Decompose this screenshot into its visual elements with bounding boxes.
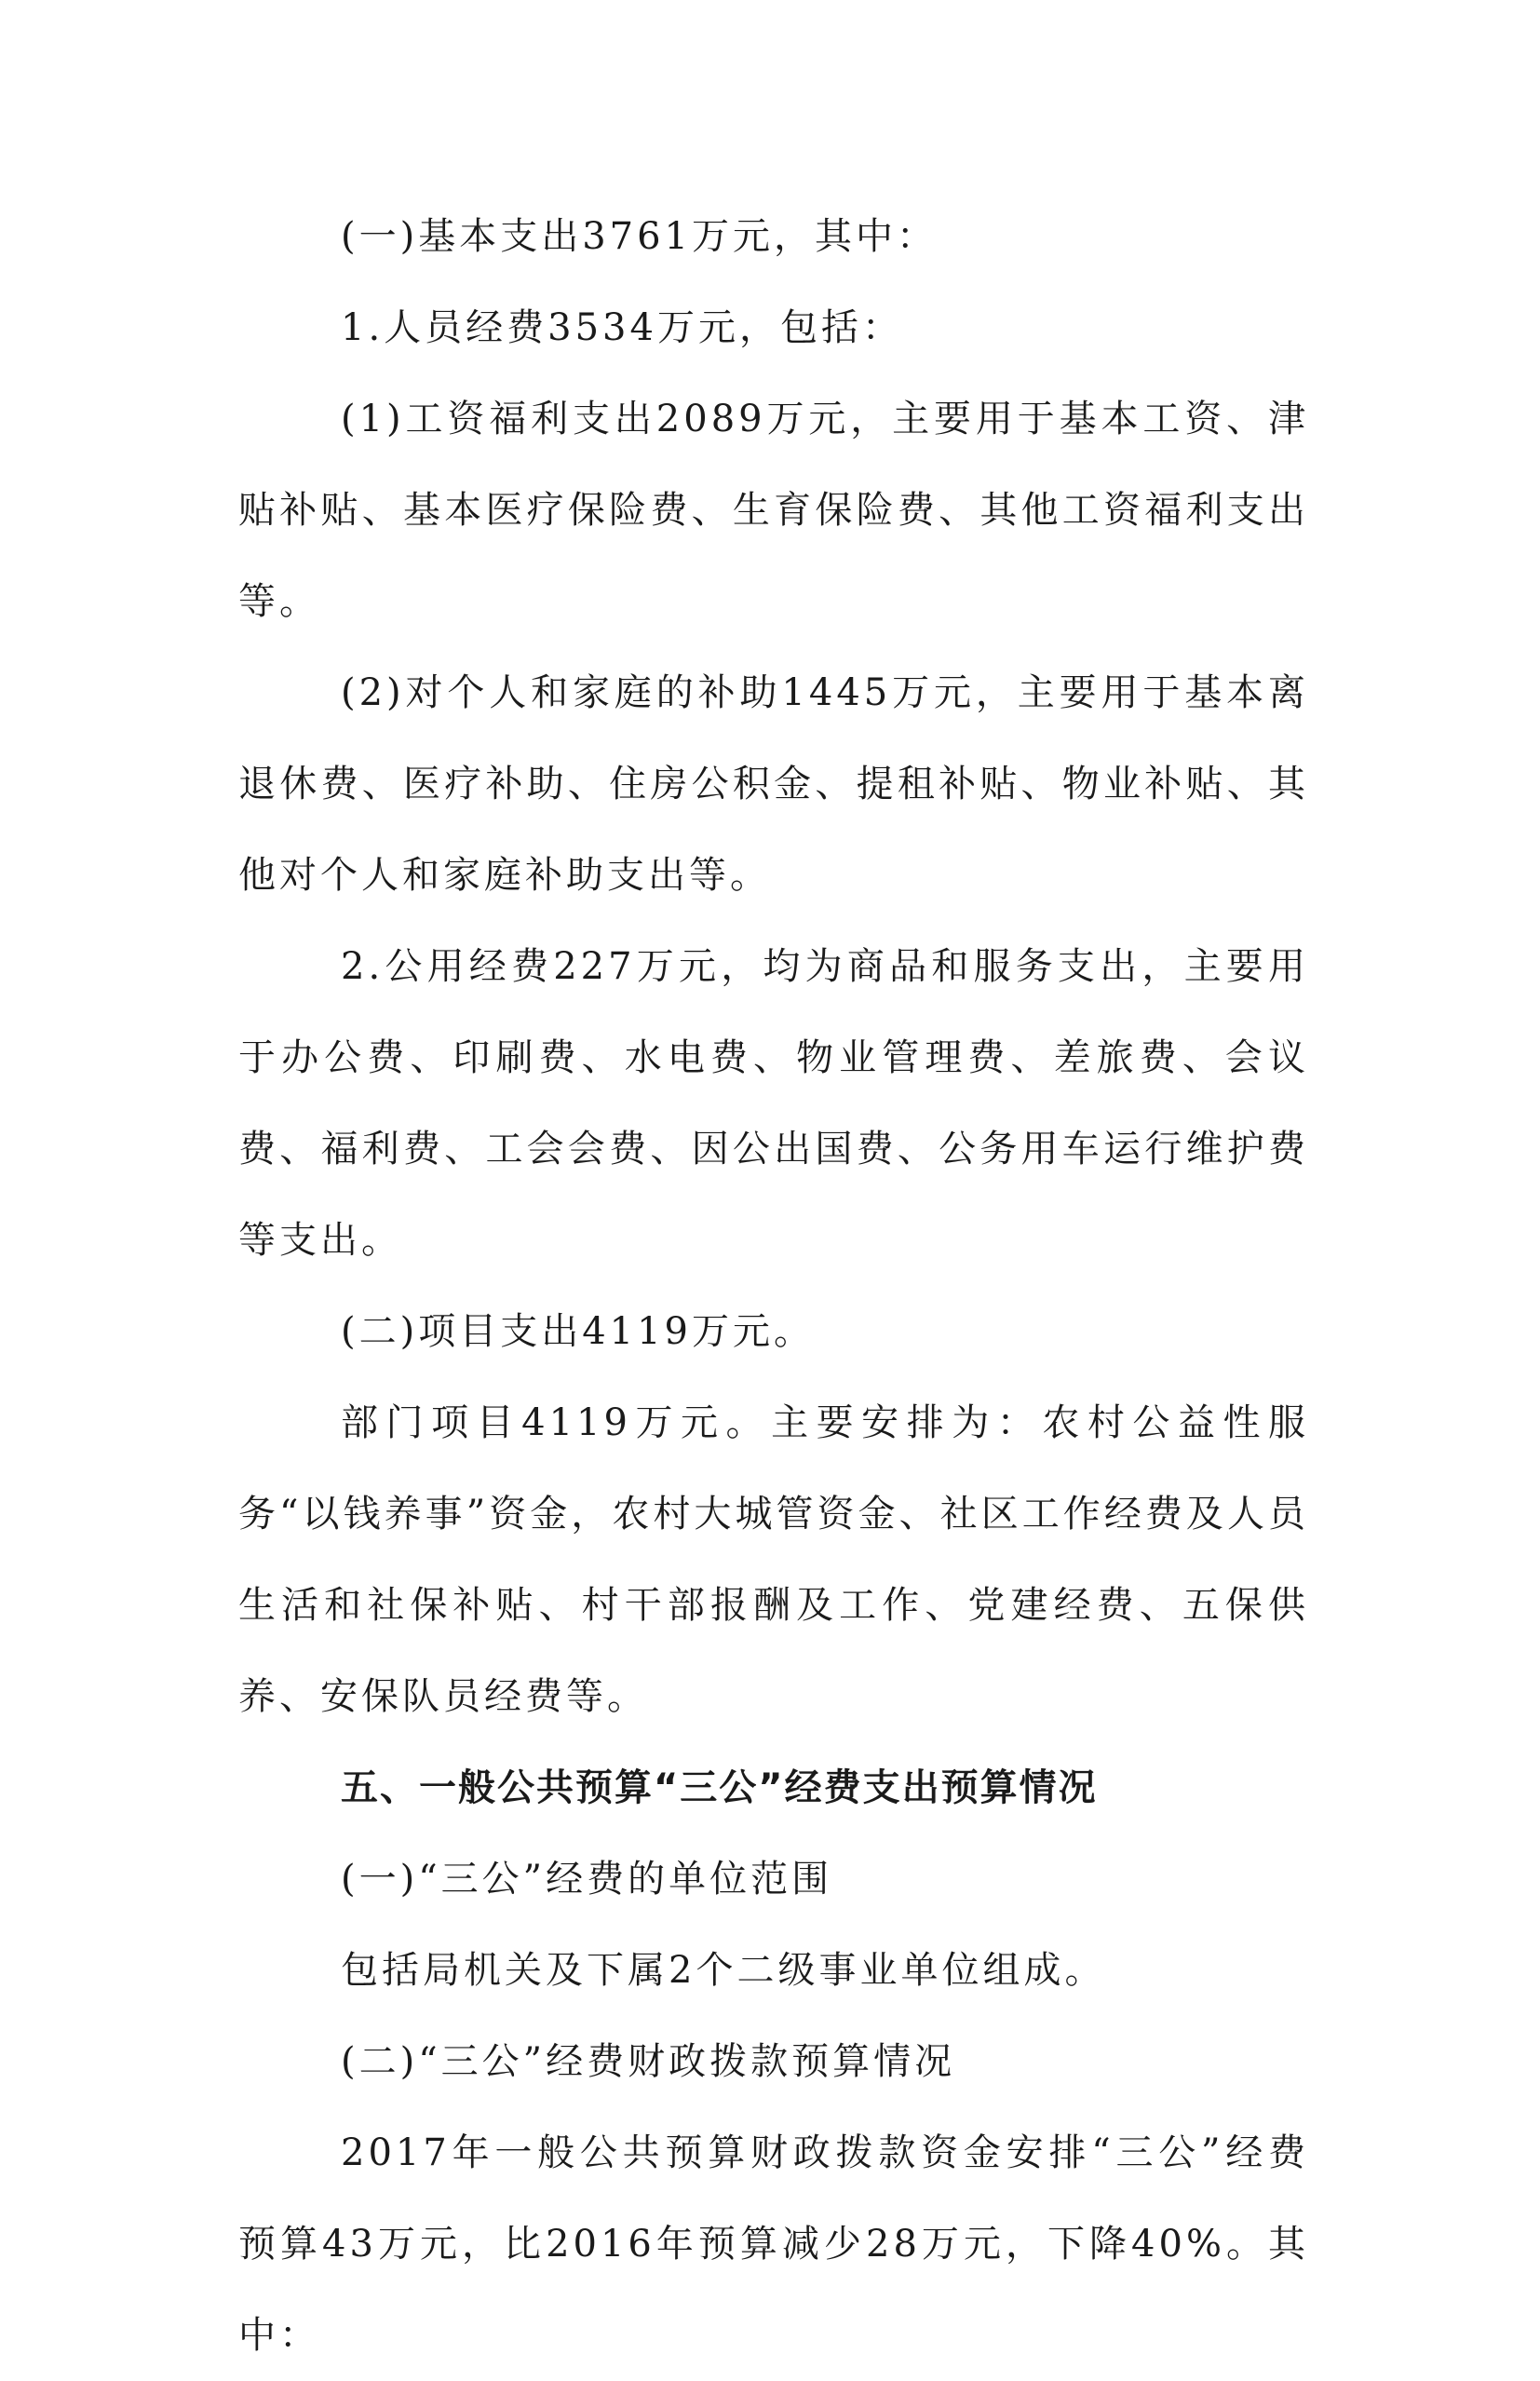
document-body: [238, 191, 1309, 2381]
paragraph-project-expenditure: (二)项目支出4119万元。: [341, 1310, 816, 1353]
paragraph-scope-content: 包括局机关及下属2个二级事业单位组成。: [341, 1949, 1106, 1992]
paragraph-appropriation-heading: (二)“三公”经费财政拨款预算情况: [341, 2040, 956, 2083]
paragraph-individual-family-subsidy: (2)对个人和家庭的补助1445万元，主要用于基本离退休费、医疗补助、住房公积金、提租补贴、物业补贴、其他对个人和家庭补助支出等。: [238, 671, 1309, 897]
paragraph-scope-heading: (一)“三公”经费的单位范围: [341, 1858, 833, 1901]
paragraph-public-funds: 2.公用经费227万元，均为商品和服务支出，主要用于办公费、印刷费、水电费、物业管理费、差旅费、会议费、福利费、工会会费、因公出国费、公务用车运行维护费等支出。: [238, 945, 1309, 1262]
paragraph-department-projects: 部门项目4119万元。主要安排为：农村公益性服务“以钱养事”资金，农村大城管资金、社区工作经费及人员生活和社保补贴、村干部报酬及工作、党建经费、五保供养、安保队员经费等。: [238, 1401, 1309, 1718]
paragraph-appropriation-content: 2017年一般公共预算财政拨款资金安排“三公”经费预算43万元，比2016年预算减少28万元，下降40%。其中：: [238, 2131, 1309, 2357]
section-heading-three-public-expenses: 五、一般公共预算“三公”经费支出预算情况: [341, 1766, 1098, 1809]
paragraph-wage-welfare: (1)工资福利支出2089万元，主要用于基本工资、津贴补贴、基本医疗保险费、生育保险费、其他工资福利支出等。: [238, 398, 1309, 623]
paragraph-basic-expenditure: (一)基本支出3761万元，其中：: [341, 215, 939, 258]
paragraph-personnel-funds: 1.人员经费3534万元，包括：: [341, 306, 903, 349]
